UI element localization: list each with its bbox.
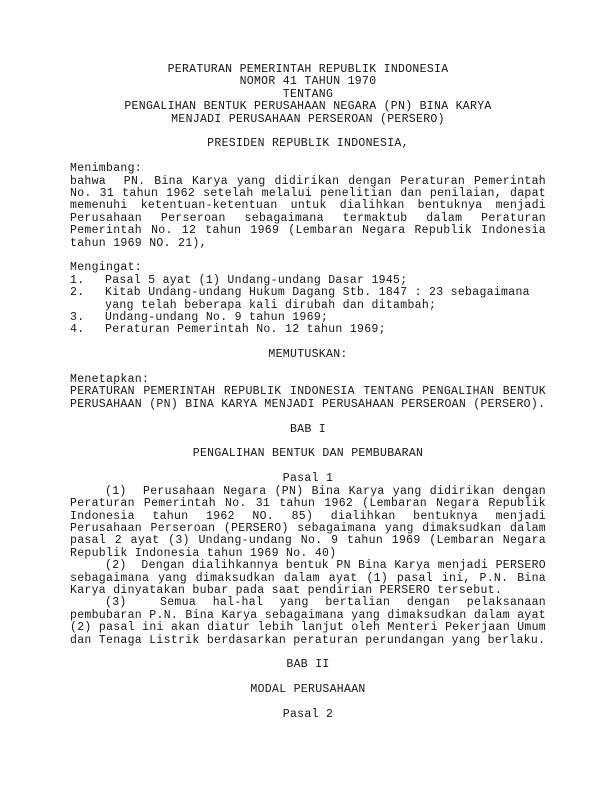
menimbang-body: bahwa PN. Bina Karya yang didirikan dengan Peraturan Pemerintah No. 31 tahun 1962 setelah melalui penelitian dan penilaian, dapat memenuhi ketentuan-ketentuan untuk dialihkan bentuknya menjadi Perusahaan Perseroan sebagaimana termaktub dalam Peraturan Pemerintah No. 12 tahun 1969 (Lembaran Negara Republik Indonesia tahun 1969 NO. 21),	[70, 174, 546, 250]
bab1-subtitle: PENGALIHAN BENTUK DAN PEMBUBARAN	[192, 447, 424, 461]
bab2-subtitle: MODAL PERUSAHAAN	[250, 683, 366, 697]
item-text: Undang-undang No. 9 tahun 1969;	[105, 311, 329, 325]
item-text: Peraturan Pemerintah No. 12 tahun 1969;	[105, 323, 386, 337]
pasal1-ayat-3: (3) Semua hal-hal yang bertalian dengan pelaksanaan pembubaran P.N. Bina Karya sebagaimana yang dimaksudkan dalam ayat (2) pasal ini akan diatur lebih lanjut oleh Menteri Pekerjaan Umum dan Tenaga Listrik berdasarkan peraturan perundangan yang berlaku.	[70, 596, 546, 647]
item-number: 4.	[70, 323, 85, 337]
pasal1-title: Pasal 1	[282, 472, 334, 486]
doc-title-line-1: PERATURAN PEMERINTAH REPUBLIK INDONESIA	[167, 63, 449, 76]
pasal1-ayat-1: (1) Perusahaan Negara (PN) Bina Karya yang didirikan dengan Peraturan Pemerintah No. 31 tahun 1962 (Lembaran Negara Republik Indonesia tahun 1962 NO. 85) dialihkan bentuknya menjadi Perusahaan Perseroan (PERSERO) sebagaimana yang dimaksudkan dalam pasal 2 ayat (3) Undang-undang No. 9 tahun 1969 (Lembaran Negara Republik Indonesia tahun 1969 No. 40)	[70, 484, 546, 560]
doc-title-line-3: TENTANG	[282, 87, 334, 101]
doc-title-line-4: PENGALIHAN BENTUK PERUSAHAAN NEGARA (PN) BINA KARYA	[124, 100, 492, 114]
item-number: 3.	[70, 311, 85, 325]
doc-title-line-2: NOMOR 41 TAHUN 1970	[239, 75, 377, 89]
mengingat-item-2	[70, 287, 546, 312]
bab2-title: BAB II	[286, 658, 330, 672]
document-header	[70, 64, 546, 126]
menetapkan-section	[70, 374, 546, 411]
menimbang-section	[70, 163, 546, 250]
item-number: 1.	[70, 273, 85, 287]
doc-title-line-5: MENJADI PERUSAHAAN PERSEROAN (PERSERO)	[171, 112, 445, 126]
menetapkan-body: PERATURAN PEMERINTAH REPUBLIK INDONESIA TENTANG PENGALIHAN BENTUK PERUSAHAAN (PN) BINA KARYA MENJADI PERUSAHAAN PERSEROAN (PERSERO).	[70, 385, 546, 411]
pasal2-title: Pasal 2	[282, 707, 334, 721]
menetapkan-label: Menetapkan:	[70, 373, 150, 387]
mengingat-label: Mengingat:	[70, 261, 143, 275]
menimbang-label: Menimbang:	[70, 162, 143, 176]
item-text: Pasal 5 ayat (1) Undang-undang Dasar 1945;	[105, 273, 408, 287]
item-text: Kitab Undang-undang Hukum Dagang Stb. 1847 : 23 sebagaimana yang telah beberapa kali dirubah dan ditambah;	[105, 286, 530, 312]
item-number: 2.	[70, 286, 85, 300]
bab1-title: BAB I	[289, 422, 326, 436]
memutuskan-heading: MEMUTUSKAN:	[268, 348, 348, 362]
presiden-salutation: PRESIDEN REPUBLIK INDONESIA,	[207, 137, 409, 151]
mengingat-item-4	[70, 324, 546, 336]
pasal1-section	[70, 473, 546, 647]
mengingat-section	[70, 262, 546, 336]
pasal1-ayat-2: (2) Dengan dialihkannya bentuk PN Bina Karya menjadi PERSERO sebagaimana yang dimaksudkan dalam ayat (1) pasal ini, P.N. Bina Karya dinyatakan bubar pada saat pendirian PERSERO tersebut.	[70, 559, 546, 597]
